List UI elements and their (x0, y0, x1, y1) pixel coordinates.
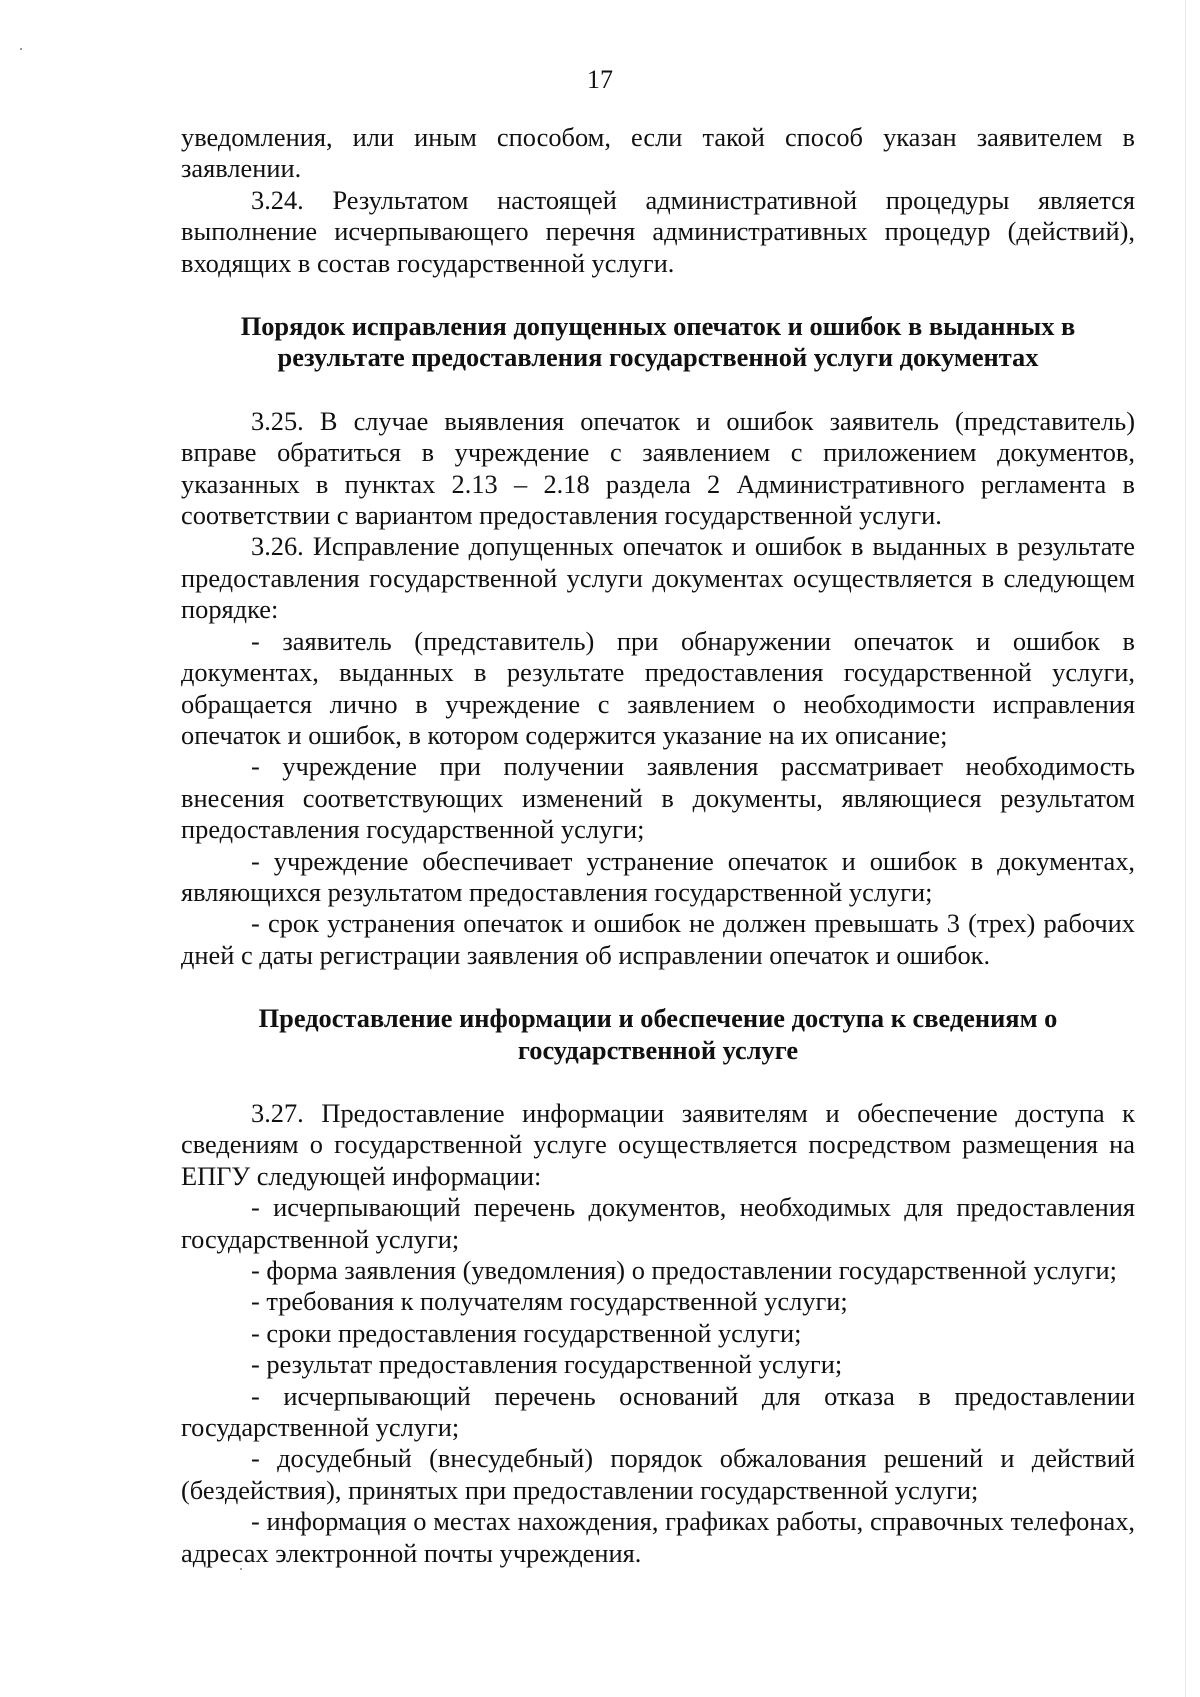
list-item: - информация о местах нахождения, графиках работы, справочных телефонах, адресах электронной почты учреждения. (181, 1506, 1135, 1568)
list-item: - требования к получателям государственной услуги; (251, 1286, 848, 1317)
paragraph: 3.25. В случае выявления опечаток и ошибок заявитель (представитель) вправе обратиться в учреждение с заявлением с приложением документов, указанных в пунктах 2.13 – 2.18 раздела 2 Административного регламента в соответствии с вариантом предоставления государственной услуги. (181, 405, 1135, 531)
paragraph: 3.26. Исправление допущенных опечаток и ошибок в выданных в результате предоставления государственной услуги документах осуществляется в следующем порядке: (181, 531, 1135, 625)
list-item: - досудебный (внесудебный) порядок обжалования решений и действий (бездействия), принятых при предоставлении государственной услуги; (181, 1443, 1135, 1505)
section-heading: Порядок исправления допущенных опечаток и ошибок в выданных в результате предоставления государственной услуги документах (240, 311, 1076, 373)
list-item: - результат предоставления государственной услуги; (251, 1349, 843, 1380)
list-item: - форма заявления (уведомления) о предоставлении государственной услуги; (251, 1255, 1117, 1285)
scan-speck (20, 48, 22, 50)
list-item: - исчерпывающий перечень оснований для отказа в предоставлении государственной услуги; (181, 1380, 1135, 1443)
spacer (181, 1066, 1135, 1098)
scan-speck (240, 1568, 242, 1570)
list-item: - исчерпывающий перечень документов, необходимых для предоставления государственной услуги; (181, 1192, 1135, 1254)
document-body (181, 122, 1135, 1569)
list-item: - учреждение обеспечивает устранение опечаток и ошибок в документах, являющихся результатом предоставления государственной услуги; (181, 845, 1135, 907)
scan-edge-line (1185, 0, 1186, 1697)
paragraph: уведомления, или иным способом, если такой способ указан заявителем в заявлении. (181, 122, 1135, 184)
paragraph: 3.27. Предоставление информации заявителям и обеспечение доступа к сведениям о государственной услуге осуществляется посредством размещения на ЕПГУ следующей информации: (181, 1097, 1135, 1191)
list-item: - заявитель (представитель) при обнаружении опечаток и ошибок в документах, выданных в результате предоставления государственной услуги, обращается лично в учреждение с заявлением о необходимости исправления опечаток и ошибок, в котором содержится указание на их описание; (181, 625, 1135, 750)
spacer (181, 279, 1135, 311)
section-heading: Предоставление информации и обеспечение доступа к сведениям о государственной услуге (258, 1003, 1058, 1065)
page-number: 17 (587, 65, 613, 94)
list-item: - учреждение при получении заявления рассматривает необходимость внесения соответствующих изменений в документы, являющиеся результатом предоставления государственной услуги; (181, 751, 1135, 845)
list-item: - срок устранения опечаток и ошибок не должен превышать 3 (трех) рабочих дней с даты регистрации заявления об исправлении опечаток и ошибок. (181, 908, 1135, 970)
spacer (181, 971, 1135, 1003)
list-item: - сроки предоставления государственной услуги; (251, 1317, 802, 1348)
spacer (181, 374, 1135, 406)
paragraph: 3.24. Результатом настоящей административной процедуры является выполнение исчерпывающего перечня административных процедур (действий), входящих в состав государственной услуги. (181, 184, 1135, 278)
